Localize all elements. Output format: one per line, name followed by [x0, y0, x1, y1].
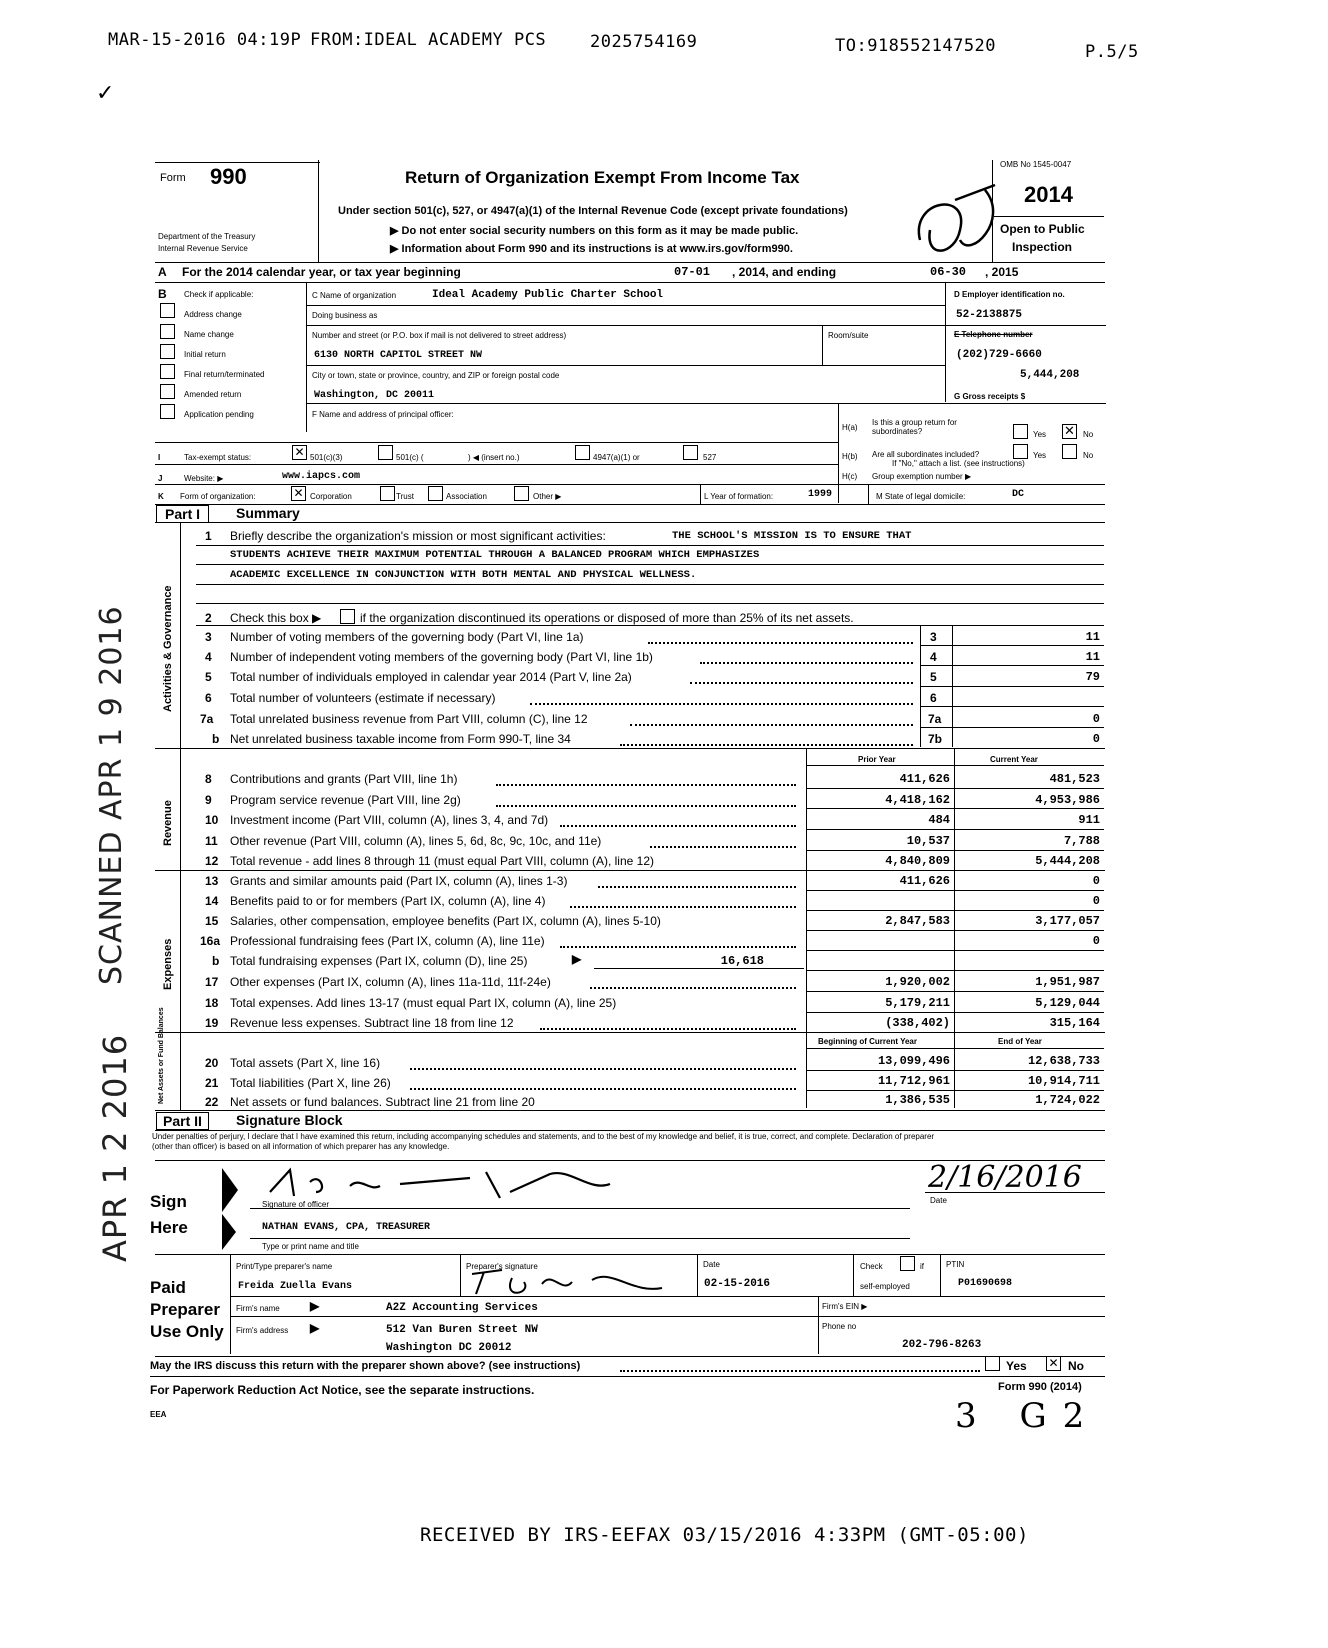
unrelated-taxable-value: 0: [1092, 732, 1100, 746]
501c-checkbox[interactable]: [378, 445, 393, 460]
handwritten-number: 3 G2: [955, 1396, 1101, 1436]
form-footer-label: Form 990 (2014): [998, 1381, 1082, 1393]
form-subtitle: Under section 501(c), 527, or 4947(a)(1) of the Internal Revenue Code (except private foundations): [338, 205, 848, 217]
line14-number: 14: [205, 894, 219, 908]
firm-address-1: 512 Van Buren Street NW: [386, 1324, 538, 1336]
type-name-label: Type or print name and title: [262, 1242, 359, 1251]
527-label: 527: [703, 453, 717, 462]
year-end: 06-30: [930, 265, 967, 279]
investment-income-current: 911: [1078, 813, 1100, 827]
line14-text: Benefits paid to or for members (Part IX, column (A), line 4): [230, 894, 546, 908]
legal-domicile-label: M State of legal domicile:: [876, 492, 966, 501]
firm-name-label: Firm's name: [236, 1304, 280, 1313]
section-b-header: Check if applicable:: [184, 290, 254, 299]
line9-number: 9: [205, 793, 212, 807]
line12-text: Total revenue - add lines 8 through 11 (must equal Part VIII, column (A), line 12): [230, 854, 654, 868]
line2-text-2: if the organization discontinued its operations or disposed of more than 25% of its net assets.: [360, 611, 854, 625]
line4-text: Number of independent voting members of the governing body (Part VI, line 1b): [230, 650, 653, 664]
unrelated-revenue-value: 0: [1092, 712, 1100, 726]
association-checkbox[interactable]: [428, 486, 443, 501]
line16a-number: 16a: [200, 934, 221, 948]
preparer-sig-label: Preparer's signature: [466, 1262, 538, 1271]
amended-return-checkbox[interactable]: [160, 384, 175, 399]
current-year-header: Current Year: [990, 755, 1038, 764]
city-state-zip: Washington, DC 20011: [314, 390, 435, 401]
line16b-text: Total fundraising expenses (Part IX, column (D), line 25): [230, 954, 528, 968]
line-a-label: A: [158, 265, 167, 279]
hb-label: H(b): [842, 452, 858, 461]
scanned-stamp: SCANNED APR 1 9 2016: [94, 605, 129, 985]
preparer-name: Freida Zuella Evans: [238, 1281, 353, 1292]
line6-number: 6: [205, 691, 212, 705]
line17-number: 17: [205, 975, 219, 989]
info-notice: ▶ Information about Form 990 and its instructions is at www.irs.gov/form990.: [390, 243, 793, 255]
line22-text: Net assets or fund balances. Subtract line 21 from line 20: [230, 1095, 535, 1109]
corporation-checkbox[interactable]: ✕: [291, 486, 306, 501]
firm-phone-label: Phone no: [822, 1322, 857, 1331]
ha-yes-checkbox[interactable]: [1013, 424, 1028, 439]
paperwork-notice: For Paperwork Reduction Act Notice, see the separate instructions.: [150, 1383, 535, 1397]
total-revenue-prior: 4,840,809: [885, 854, 950, 868]
room-label: Room/suite: [828, 331, 869, 340]
ptin-value: P01690698: [958, 1278, 1013, 1289]
fundraising-fees-current: 0: [1092, 934, 1100, 948]
self-employed-checkbox[interactable]: [900, 1256, 915, 1271]
trust-label: Trust: [396, 492, 414, 501]
line7a-text: Total unrelated business revenue from Part VIII, column (C), line 12: [230, 712, 588, 726]
line-k-label: K: [158, 492, 164, 501]
fax-phone: 2025754169: [590, 32, 698, 52]
line-a-text: For the 2014 calendar year, or tax year beginning: [182, 265, 461, 279]
line19-number: 19: [205, 1016, 219, 1030]
mission-line3: ACADEMIC EXCELLENCE IN CONJUNCTION WITH BOTH MENTAL AND PHYSICAL WELLNESS.: [230, 569, 697, 581]
527-checkbox[interactable]: [683, 445, 698, 460]
side-label-governance: Activities & Governance: [162, 585, 174, 712]
line18-text: Total expenses. Add lines 13-17 (must equal Part IX, column (A), line 25): [230, 996, 617, 1010]
line3-box: 3: [930, 630, 937, 644]
line5-number: 5: [205, 670, 212, 684]
line17-text: Other expenses (Part IX, column (A), lines 11a-11d, 11f-24e): [230, 975, 551, 989]
eea-label: EEA: [150, 1410, 167, 1419]
net-assets-prior: 1,386,535: [885, 1093, 950, 1107]
line5-box: 5: [930, 670, 937, 684]
side-label-expenses: Expenses: [162, 938, 174, 990]
side-label-net-assets: Net Assets or Fund Balances: [158, 1007, 165, 1104]
line10-text: Investment income (Part VIII, column (A), lines 3, 4, and 7d): [230, 813, 549, 827]
signature-date-label: Date: [930, 1196, 947, 1205]
investment-income-prior: 484: [928, 813, 950, 827]
program-revenue-current: 4,953,986: [1035, 793, 1100, 807]
form-of-org-label: Form of organization:: [180, 492, 256, 501]
open-public-1: Open to Public: [1000, 222, 1085, 236]
preparer-label: Preparer: [150, 1300, 220, 1319]
4947-checkbox[interactable]: [575, 445, 590, 460]
insert-no-label: ) ◀ (insert no.): [468, 453, 520, 462]
hb-text: Are all subordinates included?: [872, 450, 980, 459]
part2-label: Part II: [156, 1112, 209, 1130]
line-j-label: J: [158, 474, 163, 483]
ptin-label: PTIN: [946, 1260, 965, 1269]
total-assets-current: 12,638,733: [1027, 1054, 1100, 1068]
line22-number: 22: [205, 1095, 219, 1109]
part1-label: Part I: [156, 505, 209, 523]
handwritten-initials: [900, 180, 1020, 270]
hb-no-label: No: [1083, 451, 1094, 460]
firm-name-arrow-icon: ▶: [310, 1299, 320, 1313]
line13-number: 13: [205, 874, 219, 888]
penalty-statement: Under penalties of perjury, I declare that I have examined this return, including accompanying schedules and statements, and to the best of my knowledge and belief, it is true, correct, and complete. Declaration of preparer (other than officer) is based on all information of which preparer has any knowledge.: [152, 1132, 935, 1151]
final-return-checkbox[interactable]: [160, 364, 175, 379]
line-a-mid: , 2014, and ending: [732, 265, 837, 279]
hc-text: Group exemption number ▶: [872, 472, 972, 481]
dba-label: Doing business as: [312, 311, 378, 320]
line6-box: 6: [930, 691, 937, 705]
end-year-header: End of Year: [998, 1037, 1042, 1046]
section-b-label: B: [158, 287, 167, 301]
line2-text: Check this box ▶: [230, 611, 322, 625]
firm-address-label: Firm's address: [236, 1326, 289, 1335]
employees-value: 79: [1085, 670, 1100, 684]
contributions-prior: 411,626: [899, 772, 950, 786]
ha-no-checkbox[interactable]: ✕: [1062, 424, 1077, 439]
corporation-label: Corporation: [310, 492, 352, 501]
ha-no-label: No: [1083, 430, 1094, 439]
line16b-number: b: [212, 954, 220, 968]
dept-treasury: Department of the Treasury: [158, 232, 256, 241]
line11-number: 11: [205, 834, 218, 848]
website-value: www.iapcs.com: [282, 471, 361, 482]
use-only-label: Use Only: [150, 1322, 224, 1341]
tax-year: 2014: [1024, 182, 1073, 207]
501c3-checkbox[interactable]: ✕: [292, 445, 307, 460]
line11-text: Other revenue (Part VIII, column (A), lines 5, 6d, 8c, 9c, 10c, and 11e): [230, 834, 602, 848]
other-label: Other ▶: [533, 492, 562, 501]
open-public-2: Inspection: [1012, 240, 1073, 254]
other-revenue-prior: 10,537: [906, 834, 950, 848]
line7b-text: Net unrelated business taxable income from Form 990-T, line 34: [230, 732, 571, 746]
discuss-question: May the IRS discuss this return with the preparer shown above? (see instructions): [150, 1360, 581, 1372]
trust-checkbox[interactable]: [380, 486, 395, 501]
line6-text: Total number of volunteers (estimate if necessary): [230, 691, 496, 705]
revenue-less-expenses-current: 315,164: [1049, 1016, 1100, 1030]
discuss-no-checkbox[interactable]: ✕: [1046, 1356, 1061, 1371]
name-change-label: Name change: [184, 330, 234, 339]
signature-date-value: 2/16/2016: [928, 1160, 1082, 1195]
ssn-notice: ▶ Do not enter social security numbers on this form as it may be made public.: [390, 225, 799, 237]
legal-domicile-value: DC: [1012, 489, 1025, 500]
hc-label: H(c): [842, 472, 858, 481]
side-label-revenue: Revenue: [162, 800, 174, 846]
year-end-year: , 2015: [985, 265, 1019, 279]
preparer-date-label: Date: [703, 1260, 720, 1269]
discontinued-checkbox[interactable]: [340, 609, 355, 624]
line7b-number: b: [212, 732, 220, 746]
sign-label: Sign: [150, 1192, 187, 1211]
hb-yes-label: Yes: [1033, 451, 1047, 460]
other-checkbox[interactable]: [514, 486, 529, 501]
fax-date-time: MAR-15-2016 04:19P: [108, 30, 302, 50]
line21-number: 21: [205, 1076, 219, 1090]
fundraising-total-value: 16,618: [720, 954, 764, 968]
line12-number: 12: [205, 854, 219, 868]
line2-number: 2: [205, 611, 212, 625]
telephone-value: (202)729-6660: [956, 349, 1042, 361]
year-formation-value: 1999: [808, 489, 833, 500]
line15-number: 15: [205, 914, 219, 928]
fax-from: FROM:IDEAL ACADEMY PCS: [310, 30, 547, 50]
check-mark-icon: ✓: [96, 80, 115, 105]
telephone-label: E Telephone number: [954, 330, 1033, 339]
prior-year-header: Prior Year: [858, 755, 896, 764]
discuss-no-label: No: [1068, 1359, 1084, 1373]
line7b-box: 7b: [928, 732, 943, 746]
omb-number: OMB No 1545-0047: [1000, 160, 1072, 169]
application-pending-checkbox[interactable]: [160, 404, 175, 419]
total-expenses-prior: 5,179,211: [885, 996, 950, 1010]
line4-box: 4: [930, 650, 937, 664]
amended-return-label: Amended return: [184, 390, 242, 399]
ein-label: D Employer identification no.: [954, 290, 1065, 299]
website-label: Website: ▶: [184, 474, 224, 483]
self-employed-label: self-employed: [860, 1282, 910, 1291]
4947-label: 4947(a)(1) or: [593, 453, 640, 462]
revenue-less-expenses-prior: (338,402): [885, 1016, 950, 1030]
sign-arrow-icon-2: [222, 1214, 236, 1250]
firm-address-arrow-icon: ▶: [310, 1321, 320, 1335]
received-date-stamp: APR 1 2 2016: [96, 1033, 134, 1262]
dept-irs: Internal Revenue Service: [158, 244, 248, 253]
line18-number: 18: [205, 996, 219, 1010]
preparer-signature: [462, 1264, 692, 1300]
association-label: Association: [446, 492, 487, 501]
gross-receipts-value: 5,444,208: [1020, 369, 1080, 381]
salaries-prior: 2,847,583: [885, 914, 950, 928]
salaries-current: 3,177,057: [1035, 914, 1100, 928]
hb-note: If "No," attach a list. (see instructions): [892, 459, 1025, 468]
here-label: Here: [150, 1218, 188, 1237]
ein-value: 52-2138875: [956, 309, 1023, 321]
fax-to: TO:918552147520: [835, 36, 997, 56]
grants-prior: 411,626: [899, 874, 950, 888]
form-label: Form: [160, 172, 186, 184]
line3-text: Number of voting members of the governing body (Part VI, line 1a): [230, 630, 584, 644]
line8-number: 8: [205, 772, 212, 786]
other-expenses-current: 1,951,987: [1035, 975, 1100, 989]
application-pending-label: Application pending: [184, 410, 254, 419]
part2-title: Signature Block: [236, 1112, 343, 1128]
org-name: Ideal Academy Public Charter School: [432, 289, 664, 301]
year-formation-label: L Year of formation:: [704, 492, 774, 501]
line1-text: Briefly describe the organization's mission or most significant activities:: [230, 529, 606, 543]
line20-text: Total assets (Part X, line 16): [230, 1056, 381, 1070]
fax-page: P.5/5: [1085, 42, 1139, 62]
ha-label: H(a): [842, 423, 858, 432]
signature-officer-label: Signature of officer: [262, 1200, 330, 1209]
part1-title: Summary: [236, 505, 300, 521]
line4-number: 4: [205, 650, 212, 664]
firm-address-2: Washington DC 20012: [386, 1342, 512, 1354]
org-name-label: C Name of organization: [312, 291, 397, 300]
line3-number: 3: [205, 630, 212, 644]
line8-text: Contributions and grants (Part VIII, line 1h): [230, 772, 458, 786]
ha-text: Is this a group return for subordinates?: [872, 418, 957, 436]
line16a-text: Professional fundraising fees (Part IX, column (A), line 11e): [230, 934, 545, 948]
officer-name-title: NATHAN EVANS, CPA, TREASURER: [262, 1222, 431, 1233]
form-title: Return of Organization Exempt From Income Tax: [405, 168, 800, 187]
line13-text: Grants and similar amounts paid (Part IX, column (A), lines 1-3): [230, 874, 568, 888]
line20-number: 20: [205, 1056, 219, 1070]
discuss-yes-label: Yes: [1006, 1359, 1027, 1373]
501c3-label: 501(c)(3): [310, 453, 343, 462]
address-change-label: Address change: [184, 310, 242, 319]
mission-line1: THE SCHOOL'S MISSION IS TO ENSURE THAT: [672, 530, 912, 542]
line19-text: Revenue less expenses. Subtract line 18 from line 12: [230, 1016, 514, 1030]
total-revenue-current: 5,444,208: [1035, 854, 1100, 868]
total-liabilities-current: 10,914,711: [1027, 1074, 1100, 1088]
ha-yes-label: Yes: [1033, 430, 1047, 439]
form-number: 990: [210, 164, 247, 189]
line15-text: Salaries, other compensation, employee benefits (Part IX, column (A), lines 5-10): [230, 914, 661, 928]
principal-officer-label: F Name and address of principal officer:: [312, 410, 454, 419]
hb-no-checkbox[interactable]: [1062, 444, 1077, 459]
benefits-current: 0: [1092, 894, 1100, 908]
voting-members-value: 11: [1085, 630, 1100, 644]
preparer-name-label: Print/Type preparer's name: [236, 1262, 333, 1271]
tax-exempt-label: Tax-exempt status:: [184, 453, 252, 462]
firm-name: A2Z Accounting Services: [386, 1302, 538, 1314]
name-change-checkbox[interactable]: [160, 324, 175, 339]
other-expenses-prior: 1,920,002: [885, 975, 950, 989]
preparer-date: 02-15-2016: [704, 1278, 771, 1290]
check-label: Check: [860, 1262, 883, 1271]
firm-phone: 202-796-8263: [902, 1339, 982, 1351]
contributions-current: 481,523: [1049, 772, 1100, 786]
total-expenses-current: 5,129,044: [1035, 996, 1100, 1010]
total-assets-prior: 13,099,496: [877, 1054, 950, 1068]
paid-label: Paid: [150, 1278, 186, 1297]
arrow-icon: ▶: [572, 952, 582, 966]
check-if-label: if: [920, 1262, 924, 1271]
beginning-year-header: Beginning of Current Year: [818, 1037, 917, 1046]
street-label: Number and street (or P.O. box if mail is not delivered to street address): [312, 331, 567, 340]
grants-current: 0: [1092, 874, 1100, 888]
city-label: City or town, state or province, country, and ZIP or foreign postal code: [312, 371, 560, 380]
line7a-number: 7a: [200, 712, 214, 726]
line21-text: Total liabilities (Part X, line 26): [230, 1076, 391, 1090]
independent-members-value: 11: [1085, 650, 1100, 664]
initial-return-checkbox[interactable]: [160, 344, 175, 359]
gross-receipts-label: G Gross receipts $: [954, 392, 1026, 401]
line1-number: 1: [205, 529, 212, 543]
hb-yes-checkbox[interactable]: [1013, 444, 1028, 459]
line7a-box: 7a: [928, 712, 942, 726]
address-change-checkbox[interactable]: [160, 303, 175, 318]
line-i-label: I: [158, 453, 161, 462]
discuss-yes-checkbox[interactable]: [985, 1356, 1000, 1371]
line5-text: Total number of individuals employed in calendar year 2014 (Part V, line 2a): [230, 670, 632, 684]
sign-arrow-icon: [222, 1168, 238, 1212]
line9-text: Program service revenue (Part VIII, line 2g): [230, 793, 461, 807]
mission-line2: STUDENTS ACHIEVE THEIR MAXIMUM POTENTIAL THROUGH A BALANCED PROGRAM WHICH EMPHASIZES: [230, 549, 760, 561]
501c-label: 501(c) (: [396, 453, 424, 462]
line10-number: 10: [205, 813, 219, 827]
irs-fax-footer: RECEIVED BY IRS-EEFAX 03/15/2016 4:33PM (GMT-05:00): [420, 1524, 1029, 1546]
net-assets-current: 1,724,022: [1035, 1093, 1100, 1107]
final-return-label: Final return/terminated: [184, 370, 265, 379]
firm-ein-label: Firm's EIN ▶: [822, 1302, 868, 1311]
year-begin: 07-01: [674, 265, 711, 279]
initial-return-label: Initial return: [184, 350, 226, 359]
program-revenue-prior: 4,418,162: [885, 793, 950, 807]
street-address: 6130 NORTH CAPITOL STREET NW: [314, 350, 483, 361]
total-liabilities-prior: 11,712,961: [877, 1074, 950, 1088]
other-revenue-current: 7,788: [1063, 834, 1100, 848]
